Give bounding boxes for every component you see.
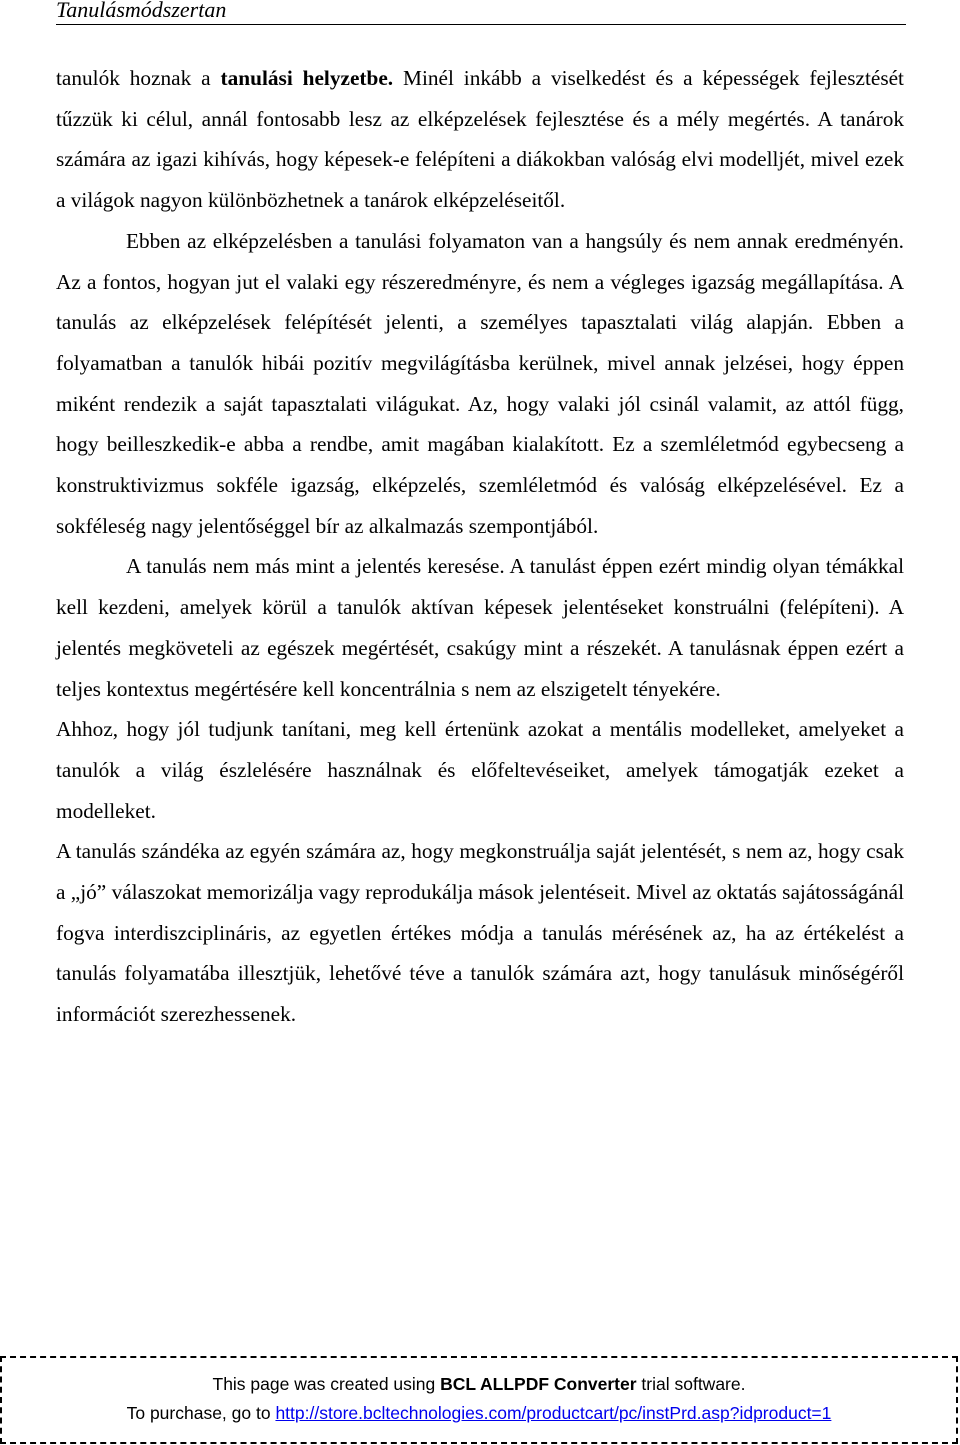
header-title: Tanulásmódszertan (56, 0, 227, 22)
footer-brand: BCL ALLPDF Converter (440, 1374, 637, 1394)
paragraph (56, 58, 904, 221)
footer-line-1 (2, 1374, 956, 1395)
paragraph-text: Ebben az elképzelésben a tanulási folyamaton van a hangsúly és nem annak eredményén. Az a fontos, hogyan jut el valaki egy részeredményre, és nem a végleges igazság megállapítása. A tanulás az elképzelések felépítését jelenti, a személyes tapasztalati világ alapján. Ebben a folyamatban a tanulók hibái pozitív megvilágításba kerülnek, mivel annak jelzései, hogy éppen miként rendezik a saját tapasztalati világukat. Az, hogy valaki jól csinál valamit, az attól függ, hogy beilleszkedik-e abba a rendbe, amit magában kialakított. Ez a szemléletmód egybecseng a konstruktivizmus sokféle igazság, elképzelés, szemléletmód és valóság elképzelésével. Ez a sokféleség nagy jelentőséggel bír az alkalmazás szempontjából. (56, 228, 904, 538)
document-body (56, 58, 904, 1035)
footer-line-2 (2, 1403, 956, 1424)
footer-line2-prefix: To purchase, go to (126, 1403, 276, 1423)
trial-footer (0, 1356, 958, 1444)
paragraph (56, 546, 904, 709)
paragraph-text: tanulók hoznak a (56, 66, 221, 90)
footer-line1-suffix: trial software. (636, 1374, 746, 1394)
footer-line1-prefix: This page was created using (212, 1374, 441, 1394)
paragraph-text: A tanulás szándéka az egyén számára az, hogy megkonstruálja saját jelentését, s nem az, hogy csak a „jó” válaszokat memorizálja vagy reprodukálja mások jelentéseit. Mivel az oktatás sajátosságánál fogva interdiszciplináris, az egyetlen értékes módja a tanulás mérésének az, ha az értékelést a tanulás folyamatába illesztjük, lehetővé téve a tanulók számára azt, hogy tanulásuk minőségéről információt szerezhessenek. (56, 839, 904, 1027)
bold-text: tanulási helyzetbe. (220, 66, 394, 90)
paragraph (56, 709, 904, 831)
paragraph (56, 221, 904, 547)
paragraph-text: Minél inkább a viselkedést és a képességek fejlesztését tűzzük ki célul, annál fontosabb lesz az elképzelések fejlesztése és a mély megértés. A tanárok számára az igazi kihívás, hogy képesek-e felépíteni a diákokban valóság elvi modelljét, mivel ezek a világok nagyon különbözhetnek a tanárok elképzeléseitől. (56, 66, 904, 213)
purchase-link[interactable]: http://store.bcltechnologies.com/productcart/pc/instPrd.asp?idproduct=1 (275, 1403, 832, 1423)
paragraph-text: A tanulás nem más mint a jelentés keresése. A tanulást éppen ezért mindig olyan témákkal kell kezdeni, amelyek körül a tanulók aktívan képesek jelentéseket konstruálni (felépíteni). A jelentés megköveteli az egészek megértését, csakúgy mint a részekét. A tanulásnak éppen ezért a teljes kontextus megértésére kell koncentrálnia s nem az elszigetelt tényekére. (56, 554, 904, 701)
page-header (56, 0, 906, 25)
paragraph (56, 831, 904, 1035)
paragraph-text: Ahhoz, hogy jól tudjunk tanítani, meg kell értenünk azokat a mentális modelleket, amelyeket a tanulók a világ észlelésére használnak és előfeltevéseiket, amelyek támogatják ezeket a modelleket. (56, 717, 904, 823)
